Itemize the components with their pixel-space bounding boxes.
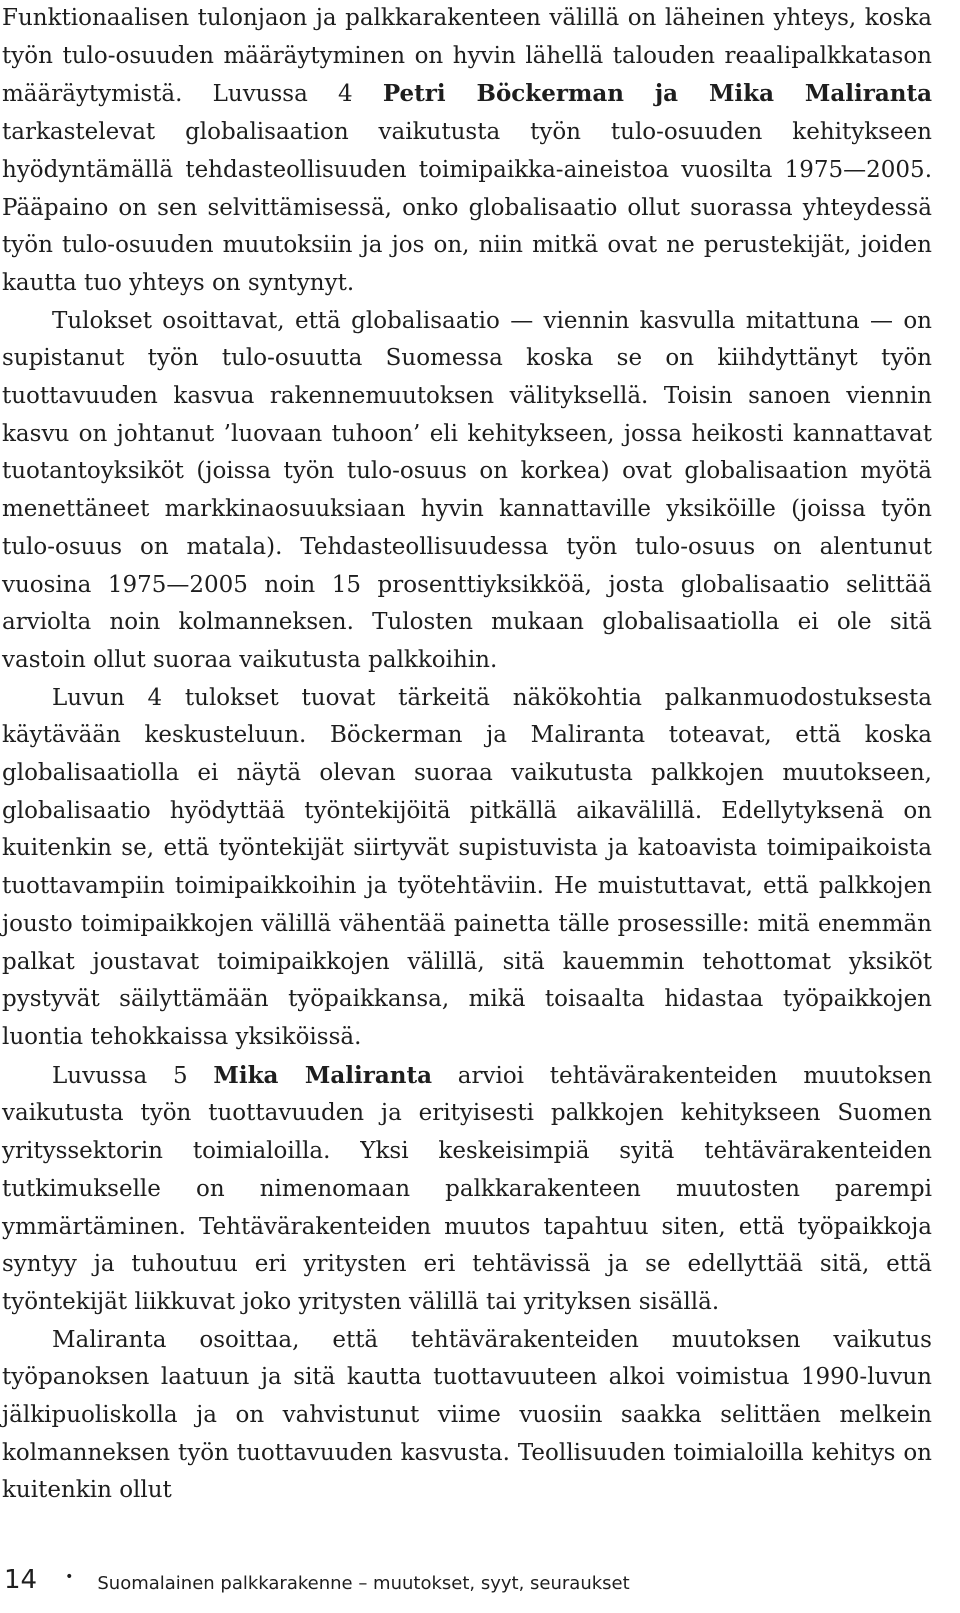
- paragraph-text: tarkastelevat globalisaation vaikutusta työn tulo-osuuden kehitykseen hyödyntämällä tehdasteollisuuden toimipaikka-aineistoa vuosilta 1975—2005. Pääpaino on sen selvittämisessä, onko globalisaatio ollut suorassa yhteydessä työn tulo-osuuden muutoksiin ja jos on, niin mitkä ovat ne perustekijät, joiden kautta tuo yhteys on syntynyt.: [2, 119, 932, 296]
- paragraph: [2, 303, 932, 680]
- paragraph: [2, 1322, 932, 1511]
- author-names: Petri Böckerman ja Mika Maliranta: [382, 80, 932, 108]
- paragraph-text: Luvun 4 tulokset tuovat tärkeitä näkökohtia palkanmuodostuksesta käytävään keskusteluun. Böckerman ja Maliranta toteavat, että koska globalisaatiolla ei näytä olevan suoraa vaikutusta palkkojen muutokseen, globalisaatio hyödyttää työntekijöitä pitkällä aikavälillä. Edellytyksenä on kuitenkin se, että työntekijät siirtyvät supistuvista ja katoavista toimipaikoista tuottavampiin toimipaikkoihin ja työtehtäviin. He muistuttavat, että palkkojen jousto toimipaikkojen välillä vähentää painetta tälle prosessille: mitä enemmän palkat joustavat toimipaikkojen välillä, sitä kauemmin tehottomat yksiköt pystyvät säilyttämään työpaikkansa, mikä toisaalta hidastaa työpaikkojen luontia tehokkaissa yksiköissä.: [2, 684, 932, 1050]
- paragraph: [2, 0, 932, 303]
- author-name: Mika Maliranta: [213, 1061, 432, 1089]
- footer-separator: •: [65, 1569, 74, 1585]
- paragraph-text: arvioi tehtävärakenteiden muutoksen vaikutusta työn tuottavuuden ja erityisesti palkkojen kehitykseen Suomen yrityssektorin toimialoilla. Yksi keskeisimpiä syitä tehtävärakenteiden tutkimukselle on nimenomaan palkkarakenteen muutosten parempi ymmärtäminen. Tehtävärakenteiden muutos tapahtuu siten, että työpaikkoja syntyy ja tuhoutuu eri yritysten eri tehtävissä ja se edellyttää sitä, että työntekijät liikkuvat joko yritysten välillä tai yrityksen sisällä.: [2, 1062, 933, 1315]
- body-text: [2, 0, 932, 1510]
- paragraph: [2, 1057, 932, 1322]
- paragraph-text: Funktionaalisen tulonjaon ja palkkarakenteen välillä on läheinen yhteys, koska työn tulo-osuuden määräytyminen on hyvin lähellä talouden reaalipalkkatason määräytymistä. Luvussa 4: [2, 5, 932, 108]
- paragraph-text: Maliranta osoittaa, että tehtävärakenteiden muutoksen vaikutus työpanoksen laatuun ja sitä kautta tuottavuuteen alkoi voimistua 1990-luvun jälkipuoliskolla ja on vahvistunut viime vuosiin saakka selittäen melkein kolmanneksen työn tuottavuuden kasvusta. Teollisuuden toimialoilla kehitys on kuitenkin ollut: [2, 1326, 932, 1504]
- paragraph-text: Tulokset osoittavat, että globalisaatio — viennin kasvulla mitattuna — on supistanut työn tulo-osuutta Suomessa koska se on kiihdyttänyt työn tuottavuuden kasvua rakennemuutoksen välityksellä. Toisin sanoen viennin kasvu on johtanut ’luovaan tuhoon’ eli kehitykseen, jossa heikosti kannattavat tuotantoyksiköt (joissa työn tulo-osuus on korkea) ovat globalisaation myötä menettäneet markkinaosuuksiaan hyvin kannattaville yksiköille (joissa työn tulo-osuus on matala). Tehdasteollisuudessa työn tulo-osuus on alentunut vuosina 1975—2005 noin 15 prosenttiyksikköä, josta globalisaatio selittää arviolta noin kolmanneksen. Tulosten mukaan globalisaatiolla ei ole sitä vastoin ollut suoraa vaikutusta palkkoihin.: [2, 307, 932, 673]
- page-number: 14: [4, 1565, 38, 1595]
- page-footer: [4, 1555, 944, 1605]
- running-title: Suomalainen palkkarakenne – muutokset, syyt, seuraukset: [97, 1572, 630, 1594]
- paragraph: [2, 680, 932, 1057]
- paragraph-text: Luvussa 5: [52, 1062, 214, 1089]
